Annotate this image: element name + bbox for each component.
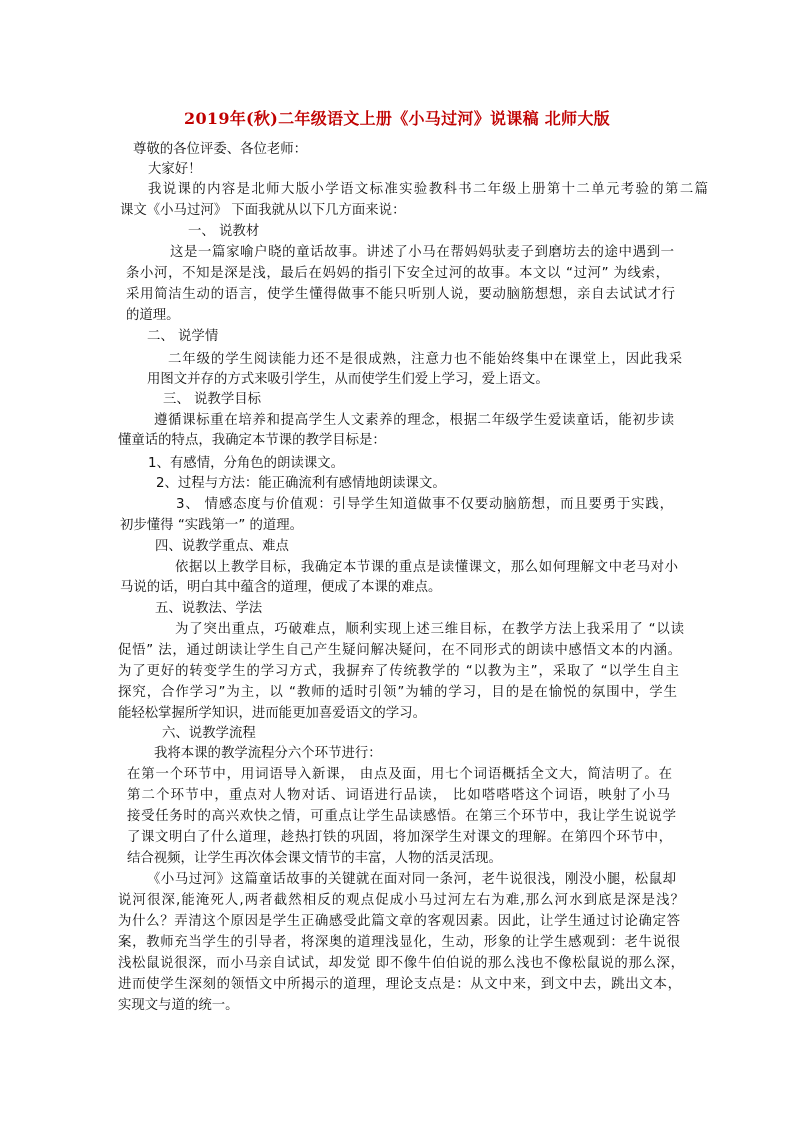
body-line: 为了突出重点，巧破难点，顺利实现上述三维目标，在教学方法上我采用了 “以读 xyxy=(175,622,684,637)
greeting-line: 大家好！ xyxy=(148,162,202,177)
body-line: 课文《小马过河》 下面我就从以下几方面来说： xyxy=(120,203,406,218)
body-line: 的道理。 xyxy=(126,308,180,323)
body-line: 遵循课标重在培养和提高学生人文素养的理念，根据二年级学生爱读童话，能初步读 xyxy=(154,413,674,428)
body-line: 懂童话的特点，我确定本节课的教学目标是： xyxy=(118,433,386,448)
body-line: 为什么？弄清这个原因是学生正确感受此篇文章的客观因素。因此，让学生通过讨论确定答 xyxy=(118,914,680,929)
body-line: 依据以上教学目标，我确定本节课的重点是读懂课文，那么如何理解文中老马对小 xyxy=(175,560,678,575)
body-line: 第二个环节中，重点对人物对话、词语进行品读， 比如嗒嗒嗒这个词语，映射了小马 xyxy=(127,788,670,803)
body-line: 这是一篇家喻户晓的童话故事。讲述了小马在帮妈妈驮麦子到磨坊去的途中遇到一 xyxy=(170,245,674,260)
section-heading: 六、说教学流程 xyxy=(162,726,256,741)
body-line: 了课文明白了什么道理，趁热打铁的巩固，将加深学生对课文的理解。在第四个环节中， xyxy=(127,830,672,845)
section-heading: 四、说教学重点、难点 xyxy=(155,539,289,554)
body-line: 促悟” 法，通过朗读让学生自己产生疑问解决疑问，在不同形式的朗读中感悟文本的内涵。 xyxy=(118,643,681,658)
body-line: 用图文并存的方式来吸引学生，从而使学生们爱上学习，爱上语文。 xyxy=(147,372,549,387)
body-line: 能轻松掌握所学知识，进而能更加喜爱语文的学习。 xyxy=(118,706,426,721)
body-line: 接受任务时的高兴欢快之情，可重点让学生品读感悟。在第三个环节中，我让学生说说学 xyxy=(127,809,676,824)
body-line: 探究，合作学习”为主，以 “教师的适时引领”为辅的学习，目的是在愉悦的氛围中，学生 xyxy=(118,685,677,700)
section-heading: 一、 说教材 xyxy=(188,224,260,239)
body-line: 条小河，不知是深是浅，最后在妈妈的指引下安全过河的故事。本文以 “过河” 为线索， xyxy=(126,266,669,281)
body-line: 为了更好的转变学生的学习方式，我摒弃了传统教学的 “以教为主”，采取了 “以学生自主 xyxy=(118,664,679,679)
body-line: 案，教师充当学生的引导者，将深奥的道理浅显化，生动，形象的让学生感观到：老牛说很 xyxy=(118,935,680,950)
document-title: 2019年(秋)二年级语文上册《小马过河》说课稿 北师大版 xyxy=(184,109,610,128)
body-line: 《小马过河》这篇童话故事的关键就在面对同一条河，老牛说很浅，刚没小腿，松鼠却 xyxy=(147,872,676,887)
body-line: 采用简洁生动的语言，使学生懂得做事不能只听别人说，要动脑筋想想，亲自去试试才行 xyxy=(126,287,675,302)
list-item: 2、过程与方法：能正确流利有感情地朗读课文。 xyxy=(156,476,446,491)
body-line: 我说课的内容是北师大版小学语文标准实验教科书二年级上册第十二单元考验的第二篇 xyxy=(148,182,708,197)
body-line: 在第一个环节中，用词语导入新课， 由点及面，用七个词语概括全文大，简洁明了。在 xyxy=(127,767,672,782)
body-line: 实现文与道的统一。 xyxy=(118,998,239,1013)
list-item: 3、 情感态度与价值观：引导学生知道做事不仅要动脑筋想，而且要勇于实践， xyxy=(176,497,673,512)
section-heading: 二、 说学情 xyxy=(147,329,219,344)
body-line: 我将本课的教学流程分六个环节进行： xyxy=(154,746,382,761)
body-line: 结合视频，让学生再次体会课文情节的丰富，人物的活灵活现。 xyxy=(127,851,502,866)
body-line: 初步懂得 “实践第一” 的道理。 xyxy=(120,518,304,533)
salutation-line: 尊敬的各位评委、各位老师： xyxy=(133,142,308,157)
body-line: 二年级的学生阅读能力还不是很成熟，注意力也不能始终集中在课堂上，因此我采 xyxy=(168,352,682,367)
section-heading: 五、说教法、学法 xyxy=(155,601,263,616)
body-line: 浅松鼠说很深，而小马亲自试试，却发觉 即不像牛伯伯说的那么浅也不像松鼠说的那么深， xyxy=(118,956,684,971)
body-line: 进而使学生深刻的领悟文中所揭示的道理，理论支点是：从文中来，到文中去，跳出文本， xyxy=(118,977,681,992)
list-item: 1、有感情，分角色的朗读课文。 xyxy=(148,456,344,471)
body-line: 说河很深,能淹死人,两者截然相反的观点促成小马过河左右为难,那么河水到底是深是浅？ xyxy=(118,893,684,908)
section-heading: 三、 说教学目标 xyxy=(163,392,261,407)
body-line: 马说的话，明白其中蕴含的道理，便成了本课的难点。 xyxy=(120,580,442,595)
